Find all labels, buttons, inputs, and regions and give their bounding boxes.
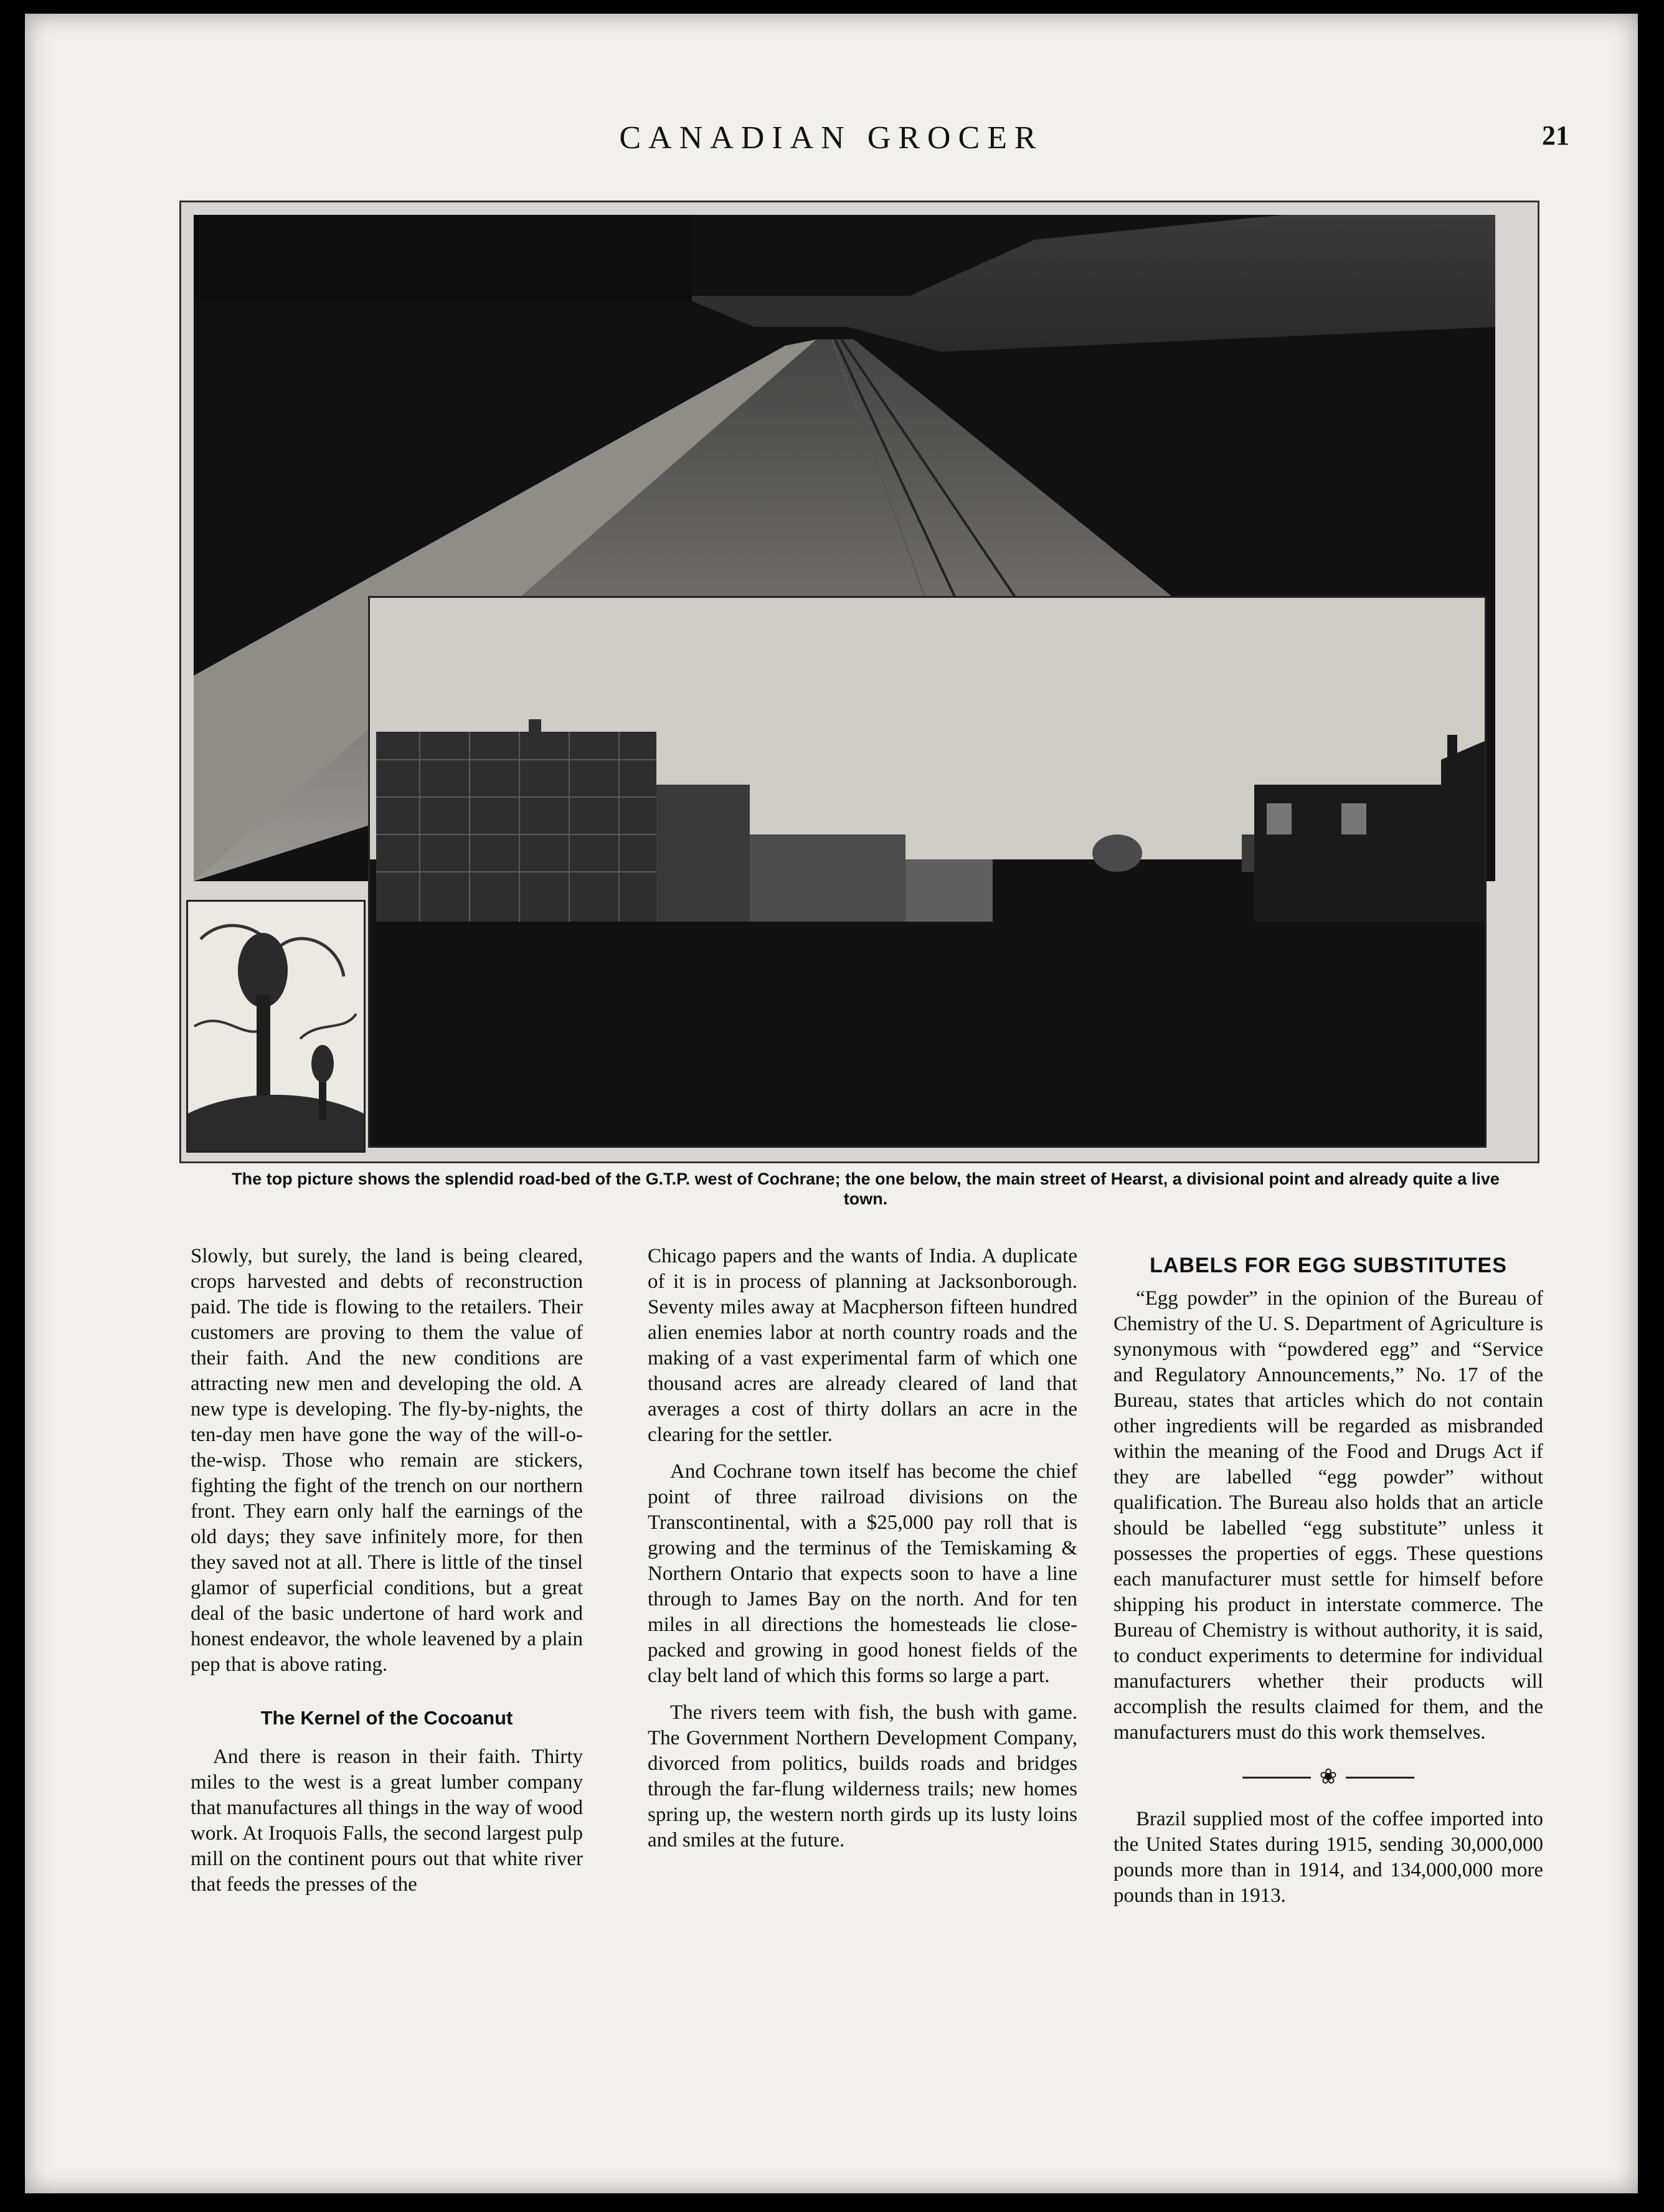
column-1 (191, 1244, 583, 1898)
column-2 (648, 1244, 1077, 1853)
magazine-page (25, 14, 1638, 2193)
col2-paragraph-3: The rivers teem with fish, the bush with game. The Government Northern Development Company, divorced from politics, builds roads and bridges through the far-flung wilderness trails; new homes spring up, the western north girds up its lusty loins and smiles at the future. (648, 1701, 1077, 1851)
col2-paragraph-2: And Cochrane town itself has become the chief point of three railroad divisions on the Transcontinental, with a $25,000 pay roll that is growing and the terminus of the Temiskaming & Northern Ontario that expects soon to have a line through to James Bay on the north. And for ten miles in all directions the homesteads lie close-packed and growing in good honest fields of the clay belt land of which this forms so large a part. (648, 1460, 1077, 1687)
publication-title: CANADIAN GROCER (619, 120, 1044, 156)
flower-ornament-icon: ❀ (1319, 1765, 1338, 1789)
col1-paragraph-1: Slowly, but surely, the land is being cleared, crops harvested and debts of reconstruction paid. The tide is flowing to the retailers. Their customers are proving to them the value of their faith. And the new conditions are attracting new men and developing the old. A new type is developing. The fly-by-nights, the ten-day men have gone the way of the will-o-the-wisp. Those who remain are stickers, fighting the fight of the trench on our northern front. They earn only half the earnings of the old days; they save infinitely more, for then they saved not at all. There is little of the tinsel glamor of superficial conditions, but a great deal of the basic undertone of hard work and honest endeavor, the whole leavened by a plain pep that is above rating. (191, 1245, 583, 1676)
article-heading: LABELS FOR EGG SUBSTITUTES (1150, 1254, 1507, 1277)
page-number: 21 (1542, 120, 1569, 151)
col3-paragraph-2: Brazil supplied most of the coffee imported into the United States during 1915, sending 30,000,000 pounds more than in 1914, and 134,000,000 more pounds than in 1913. (1113, 1808, 1543, 1907)
column-3 (1113, 1253, 1543, 1909)
figure-caption: The top picture shows the splendid road-bed of the G.T.P. west of Cochrane; the one below, the main street of Hearst, a divisional point and already quite a live town. (232, 1170, 1500, 1208)
col2-paragraph-1: Chicago papers and the wants of India. A duplicate of it is in process of planning at Jacksonborough. Seventy miles away at Macpherson fifteen hundred alien enemies labor at north country roads and the making of a vast experimental farm of which one thousand acres are already cleared of land that averages a cost of thirty dollars an acre in the clearing for the settler. (648, 1245, 1077, 1446)
photo-composite (179, 201, 1539, 1163)
divider-rule-left (1242, 1777, 1311, 1779)
section-subheading: The Kernel of the Cocoanut (260, 1707, 513, 1729)
divider-rule-right (1346, 1777, 1414, 1779)
section-divider (1113, 1767, 1543, 1788)
tree-illustration (186, 900, 366, 1153)
hearst-main-street-photo (368, 596, 1487, 1148)
col3-paragraph-1: “Egg powder” in the opinion of the Bureau of Chemistry of the U. S. Department of Agriculture is synonymous with “powdered egg” and “Service and Regulatory Announcements,” No. 17 of the Bureau, states that articles which do not contain other ingredients will be regarded as misbranded within the meaning of the Food and Drugs Act if they are labelled “egg powder” without qualification. The Bureau also holds that an article should be labelled “egg substitute” unless it possesses the properties of eggs. These questions each manufacturer must settle for himself before shipping his product in interstate commerce. The Bureau of Chemistry is without authority, it is said, to conduct experiments to determine for individual manufacturers whether their products will accomplish the results claimed for them, and the manufacturers must do this work themselves. (1113, 1287, 1543, 1744)
col1-paragraph-2: And there is reason in their faith. Thirty miles to the west is a great lumber company that manufactures all things in the way of wood work. At Iroquois Falls, the second largest pulp mill on the continent pours out that white river that feeds the presses of the (191, 1746, 583, 1896)
